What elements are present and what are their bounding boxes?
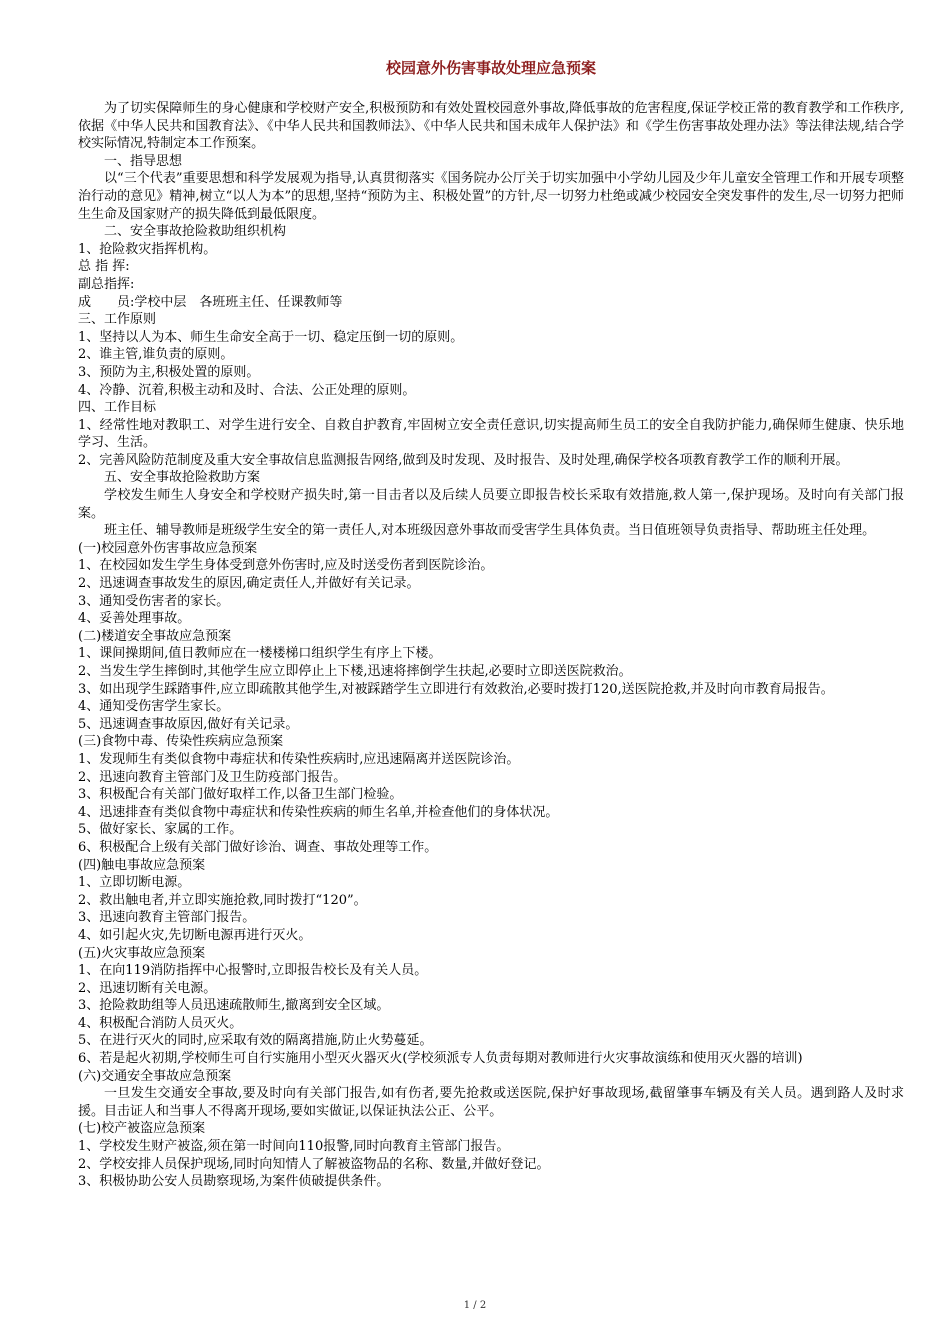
paragraph: 1、坚持以人为本、师生生命安全高于一切、稳定压倒一切的原则。	[78, 329, 464, 345]
paragraph: 6、若是起火初期,学校师生可自行实施用小型灭火器灭火(学校须派专人负责每期对教师进行火灾事故演练和使用灭火器的培训)	[78, 1051, 803, 1067]
paragraph: 三、工作原则	[78, 312, 157, 328]
document-body	[78, 100, 904, 1191]
paragraph: 5、做好家长、家属的工作。	[78, 822, 243, 838]
paragraph: 一、指导思想	[104, 153, 183, 169]
paragraph: 5、在进行灭火的同时,应采取有效的隔离措施,防止火势蔓延。	[78, 1033, 433, 1049]
paragraph: 一旦发生交通安全事故,要及时向有关部门报告,如有伤者,要先抢救或送医院,保护好事故现场,截留肇事车辆及有关人员。遇到路人及时求援。目击证人和当事人不得离开现场,要如实做证,以保证执法公正、公平。	[78, 1086, 904, 1119]
paragraph: 3、积极协助公安人员勘察现场,为案件侦破提供条件。	[78, 1174, 390, 1190]
paragraph: 4、迅速排查有类似食物中毒症状和传染性疾病的师生名单,并检查他们的身体状况。	[78, 804, 559, 820]
paragraph: 1、课间操期间,值日教师应在一楼楼梯口组织学生有序上下楼。	[78, 646, 442, 662]
paragraph: 2、迅速切断有关电源。	[78, 980, 217, 996]
paragraph: 学校发生师生人身安全和学校财产损失时,第一目击者以及后续人员要立即报告校长采取有效措施,救人第一,保护现场。及时向有关部门报案。	[78, 488, 904, 521]
paragraph: 五、安全事故抢险救助方案	[104, 470, 261, 486]
paragraph: 4、如引起火灾,先切断电源再进行灭火。	[78, 927, 312, 943]
paragraph: (四)触电事故应急预案	[78, 857, 206, 873]
document-title: 校园意外伤害事故处理应急预案	[385, 59, 596, 77]
paragraph: 4、妥善处理事故。	[78, 611, 191, 627]
paragraph: 1、立即切断电源。	[78, 875, 191, 891]
document-page	[78, 58, 904, 1191]
paragraph: (五)火灾事故应急预案	[78, 945, 206, 961]
paragraph: 为了切实保障师生的身心健康和学校财产安全,积极预防和有效处置校园意外事故,降低事故的危害程度,保证学校正常的教育教学和工作秩序,依据《中华人民共和国教育法》、《中华人民共和国教师法》、《中华人民共和国未成年人保护法》和《学生伤害事故处理办法》等法律法规,结合学校实际情况,特制定本工作预案。	[78, 101, 904, 152]
paragraph: 班主任、辅导教师是班级学生安全的第一责任人,对本班级因意外事故而受害学生具体负责。当日值班领导负责指导、帮助班主任处理。	[104, 523, 876, 539]
paragraph: 1、发现师生有类似食物中毒症状和传染性疾病时,应迅速隔离并送医院诊治。	[78, 751, 520, 767]
paragraph: 4、积极配合消防人员灭火。	[78, 1015, 243, 1031]
paragraph: 2、完善风险防范制度及重大安全事故信息监测报告网络,做到及时发现、及时报告、及时处理,确保学校各项教育教学工作的顺利开展。	[78, 452, 849, 468]
paragraph: 成 员:学校中层 各班班主任、任课教师等	[78, 294, 343, 310]
paragraph: 3、抢险救助组等人员迅速疏散师生,撤离到安全区域。	[78, 998, 390, 1014]
paragraph: 3、迅速向教育主管部门报告。	[78, 910, 256, 926]
paragraph: 2、迅速向教育主管部门及卫生防疫部门报告。	[78, 769, 347, 785]
paragraph: 以“三个代表”重要思想和科学发展观为指导,认真贯彻落实《国务院办公厅关于切实加强中小学幼儿园及少年儿童安全管理工作和开展专项整治行动的意见》精神,树立“以人为本”的思想,坚持“预防为主、积极处置”的方针,尽一切努力杜绝或减少校园安全突发事件的发生,尽一切努力把师生生命及国家财产的损失降低到最低限度。	[78, 171, 904, 222]
paragraph: (一)校园意外伤害事故应急预案	[78, 540, 258, 556]
paragraph: 总 指 挥:	[78, 259, 130, 275]
paragraph: (二)楼道安全事故应急预案	[78, 628, 232, 644]
paragraph: 2、学校安排人员保护现场,同时向知情人了解被盗物品的名称、数量,并做好登记。	[78, 1156, 550, 1172]
paragraph: 4、冷静、沉着,积极主动和及时、合法、公正处理的原则。	[78, 382, 416, 398]
paragraph: 二、安全事故抢险救助组织机构	[104, 224, 287, 240]
paragraph: 2、当发生学生摔倒时,其他学生应立即停止上下楼,迅速将摔倒学生扶起,必要时立即送医院救治。	[78, 664, 632, 679]
paragraph: 4、通知受伤害学生家长。	[78, 699, 230, 715]
paragraph: 3、预防为主,积极处置的原则。	[78, 364, 260, 380]
paragraph: 5、迅速调查事故原因,做好有关记录。	[78, 716, 299, 732]
paragraph: 1、在向119消防指挥中心报警时,立即报告校长及有关人员。	[78, 963, 428, 979]
paragraph: (七)校产被盗应急预案	[78, 1121, 206, 1137]
paragraph: 1、在校园如发生学生身体受到意外伤害时,应及时送受伤者到医院诊治。	[78, 558, 494, 574]
paragraph: 四、工作目标	[78, 400, 157, 416]
paragraph: 副总指挥:	[78, 276, 135, 292]
page-number: 1 / 2	[463, 1300, 487, 1311]
paragraph: 3、通知受伤害者的家长。	[78, 593, 230, 609]
paragraph: 1、抢险救灾指挥机构。	[78, 241, 217, 257]
paragraph: 3、积极配合有关部门做好取样工作,以备卫生部门检验。	[78, 787, 403, 803]
paragraph: (三)食物中毒、传染性疾病应急预案	[78, 734, 284, 750]
paragraph: (六)交通安全事故应急预案	[78, 1068, 232, 1084]
paragraph: 2、谁主管,谁负责的原则。	[78, 347, 234, 363]
paragraph: 2、迅速调查事故发生的原因,确定责任人,并做好有关记录。	[78, 576, 420, 592]
paragraph: 1、学校发生财产被盗,须在第一时间向110报警,同时向教育主管部门报告。	[78, 1139, 510, 1155]
paragraph: 2、救出触电者,并立即实施抢救,同时拨打“120”。	[78, 892, 367, 908]
paragraph: 6、积极配合上级有关部门做好诊治、调查、事故处理等工作。	[78, 839, 438, 855]
paragraph: 1、经常性地对教职工、对学生进行安全、自救自护教育,牢固树立安全责任意识,切实提高师生员工的安全自我防护能力,确保师生健康、快乐地学习、生活。	[78, 417, 904, 451]
paragraph: 3、如出现学生踩踏事件,应立即疏散其他学生,对被踩踏学生立即进行有效救治,必要时拨打120,送医院抢救,并及时向市教育局报告。	[78, 681, 834, 697]
